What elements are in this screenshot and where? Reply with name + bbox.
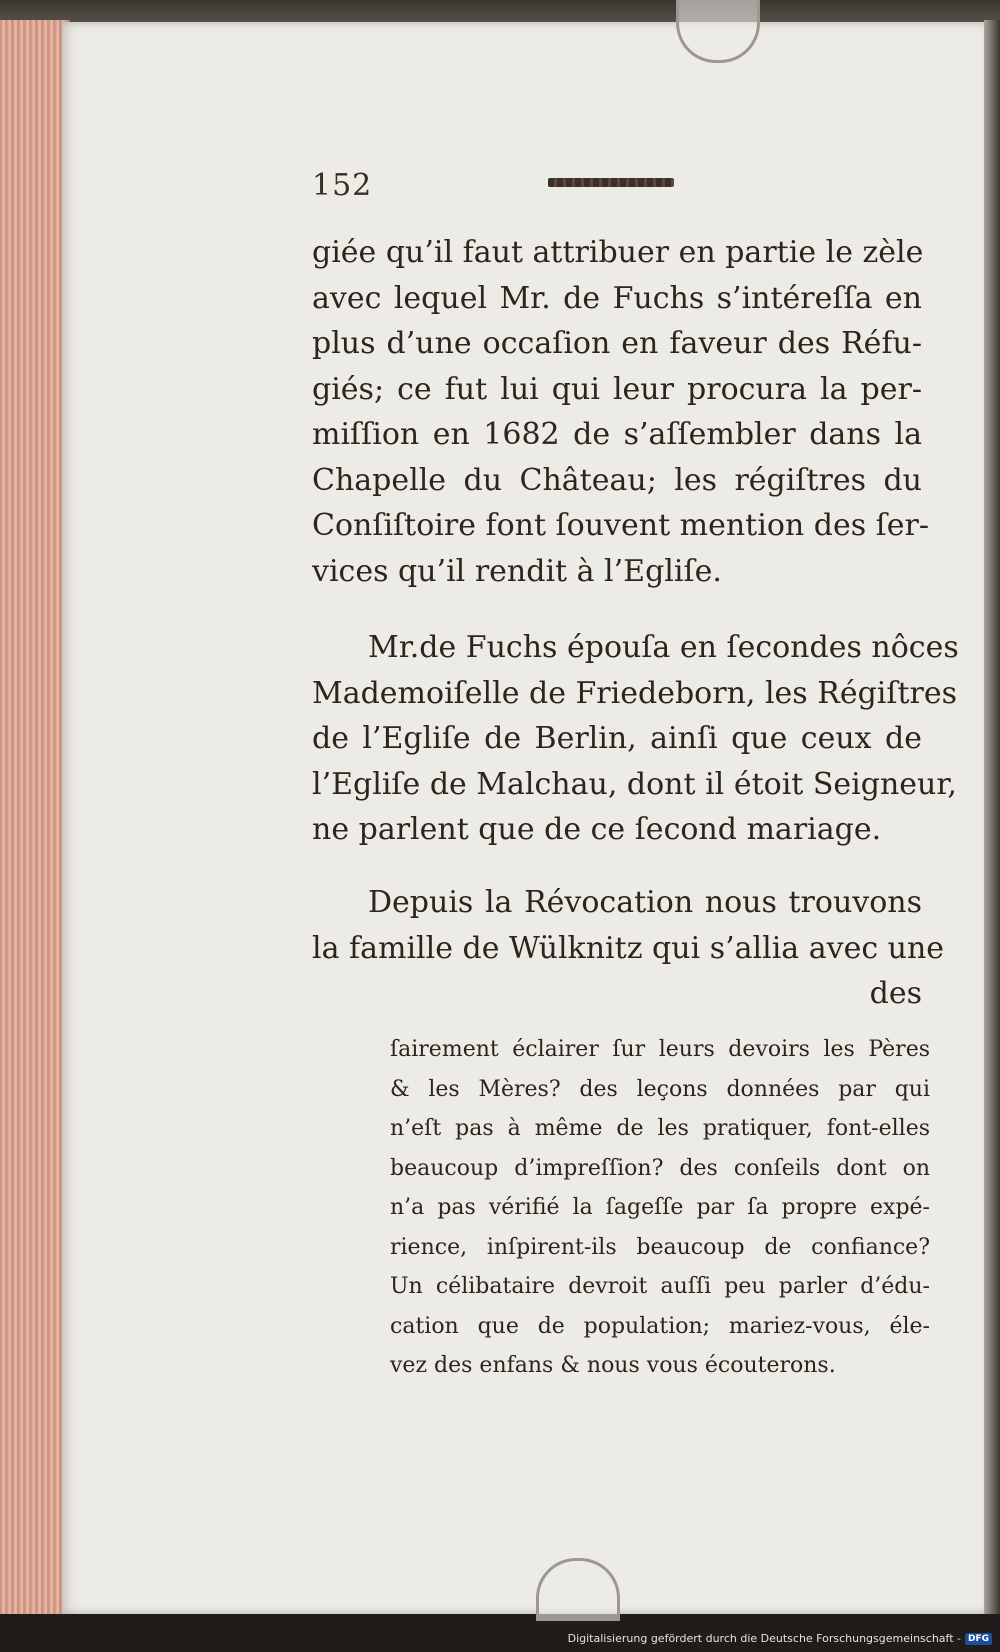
page-number: 152: [312, 168, 373, 203]
header-ornament-rule: [548, 178, 674, 187]
text-line: miſſion en 1682 de s’aſſembler dans la: [312, 417, 922, 452]
text-line: de l’Egliſe de Berlin, ainſi que ceux de: [312, 721, 922, 756]
book-page-edges: [0, 20, 70, 1615]
footnote: [390, 1030, 930, 1386]
text-line: la famille de Wülknitz qui s’allia avec une: [312, 930, 945, 966]
footnote-line: beaucoup d’impreſſion? des conſeils dont on: [390, 1155, 930, 1181]
text-line: giée qu’il faut attribuer en partie le zèle: [312, 235, 924, 270]
footnote-line: rience, inſpirent-ils beaucoup de confiance?: [390, 1234, 930, 1260]
footnote-line: vez des enfans & nous vous écouterons.: [390, 1353, 836, 1378]
text-line: Mademoiſelle de Friedeborn, les Régiſtres: [312, 675, 958, 711]
digitization-credit-text: Digitalisierung gefördert durch die Deutsche Forschungsgemeinschaft -: [567, 1632, 961, 1645]
text-line: vices qu’il rendit à l’Egliſe.: [312, 553, 722, 589]
text-line: Chapelle du Château; les régiſtres du: [312, 462, 922, 498]
text-line: Depuis la Révocation nous trouvons: [368, 885, 922, 920]
text-line: ne parlent que de ce ſecond mariage.: [312, 812, 882, 847]
footnote-line: ſairement éclairer ſur leurs devoirs les Pères: [390, 1037, 930, 1062]
text-line: l’Egliſe de Malchau, dont il étoit Seigneur,: [312, 766, 957, 802]
footnote-line: Un célibataire devroit auſſi peu parler d’édu-: [390, 1274, 930, 1299]
text-line: Conſiſtoire font ſouvent mention des ſer-: [312, 508, 929, 543]
digitization-credit: [568, 1632, 992, 1645]
text-line: avec lequel Mr. de Fuchs s’intéreſſa en: [312, 280, 922, 316]
paragraph-second-marriage: [312, 625, 959, 853]
text-line: plus d’une occaſion en faveur des Réfu-: [312, 326, 922, 361]
footnote-line: & les Mères? des leçons données par qui: [390, 1076, 930, 1102]
footnote-line: n’eſt pas à même de les pratiquer, font-elles: [390, 1116, 930, 1141]
paragraph-revocation: [312, 880, 945, 1017]
text-line: Mr.de Fuchs épouſa en ſecondes nôces: [368, 630, 959, 665]
catchword: des: [869, 976, 922, 1011]
text-line: giés; ce fut lui qui leur procura la per-: [312, 371, 922, 407]
footnote-line: n’a pas vérifié la ſageſſe par ſa propre expé-: [390, 1195, 930, 1220]
dfg-logo-icon: DFG: [965, 1633, 992, 1645]
page-gutter-shadow: [984, 20, 1000, 1620]
paragraph-continuation: [312, 230, 929, 594]
footnote-line: cation que de population; mariez-vous, éle-: [390, 1313, 930, 1339]
